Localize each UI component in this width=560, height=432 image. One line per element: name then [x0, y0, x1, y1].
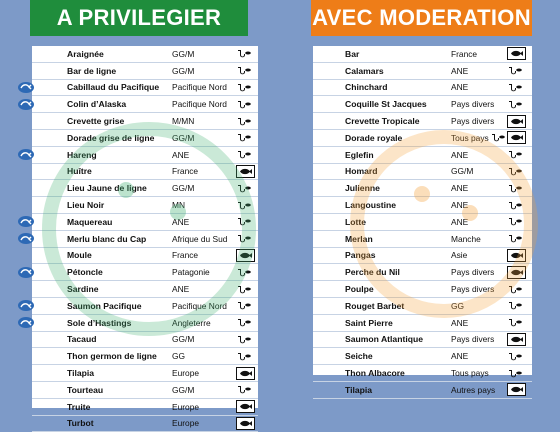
list-item	[32, 298, 258, 315]
fish-name: Chinchard	[345, 82, 388, 93]
farm-icon	[507, 266, 526, 279]
fish-name: Rouget Barbet	[345, 300, 405, 311]
hook-line-icon	[236, 116, 253, 127]
fish-origin: GG/M	[172, 132, 195, 143]
fish-origin: GG/M	[172, 334, 195, 345]
fish-origin: MN	[172, 200, 186, 211]
fish-origin: GG/M	[172, 65, 195, 76]
hook-line-icon	[236, 233, 253, 244]
fish-origin: ANE	[451, 216, 469, 227]
fish-origin: Pays divers	[451, 267, 495, 278]
list-item	[32, 214, 258, 231]
list-item	[313, 382, 532, 399]
hook-line-icon	[236, 183, 253, 194]
list-item	[313, 130, 532, 147]
list-item	[313, 332, 532, 349]
fish-origin: France	[451, 48, 478, 59]
fish-origin: Pays divers	[451, 116, 495, 127]
fish-name: Merlan	[345, 233, 373, 244]
farm-icon	[236, 165, 255, 178]
fish-name: Merlu blanc du Cap	[67, 233, 147, 244]
hook-line-icon	[236, 351, 253, 362]
fish-origin: Afrique du Sud	[172, 233, 228, 244]
msc-label-icon	[18, 82, 34, 93]
hook-line-icon	[236, 82, 253, 93]
fish-origin: ANE	[451, 351, 469, 362]
fish-name: Truite	[67, 401, 91, 412]
list-item	[32, 382, 258, 399]
farm-icon	[507, 333, 526, 346]
list-item	[32, 197, 258, 214]
fish-name: Sardine	[67, 284, 99, 295]
hook-line-icon	[236, 334, 253, 345]
list-item	[313, 46, 532, 63]
list-item	[32, 365, 258, 382]
fish-origin: ANE	[451, 149, 469, 160]
fish-origin: Autres pays	[451, 384, 496, 395]
fish-origin: France	[172, 166, 199, 177]
fish-name: Pétoncle	[67, 267, 103, 278]
fish-origin: Angleterre	[172, 317, 211, 328]
farm-icon	[507, 249, 526, 262]
farm-icon	[507, 115, 526, 128]
list-item	[313, 63, 532, 80]
fish-origin: ANE	[451, 82, 469, 93]
fish-origin: Pays divers	[451, 284, 495, 295]
list-item	[32, 147, 258, 164]
farm-icon	[507, 383, 526, 396]
msc-label-icon	[18, 317, 34, 328]
farm-icon	[236, 367, 255, 380]
fish-origin: Tous pays	[451, 132, 489, 143]
fish-name: Lieu Jaune de ligne	[67, 183, 147, 194]
list-item	[32, 164, 258, 181]
fish-origin: Europe	[172, 418, 200, 429]
fish-name: Seiche	[345, 351, 373, 362]
list-item	[32, 264, 258, 281]
fish-name: Bar de ligne	[67, 65, 117, 76]
fish-name: Maquereau	[67, 216, 113, 227]
msc-label-icon	[18, 233, 34, 244]
msc-label-icon	[18, 300, 34, 311]
list-item	[313, 164, 532, 181]
fish-name: Crevette grise	[67, 116, 125, 127]
list-item	[32, 96, 258, 113]
list-item	[32, 281, 258, 298]
fish-origin: Pacifique Nord	[172, 99, 227, 110]
list-item	[32, 348, 258, 365]
fish-origin: ANE	[172, 284, 190, 295]
hook-line-icon	[236, 48, 253, 59]
list-item	[32, 80, 258, 97]
fish-origin: France	[172, 250, 199, 261]
orange-dot-watermark	[414, 186, 430, 202]
fish-name: Hareng	[67, 149, 97, 160]
fish-name: Calamars	[345, 65, 384, 76]
msc-label-icon	[18, 267, 34, 278]
hook-line-icon	[507, 82, 524, 93]
fish-name: Colin d’Alaska	[67, 99, 127, 110]
fish-origin: ANE	[451, 183, 469, 194]
fish-name: Dorade grise de ligne	[67, 132, 155, 143]
green-dot-watermark	[170, 204, 186, 220]
hook-line-icon	[236, 216, 253, 227]
hook-line-icon	[507, 300, 524, 311]
hook-line-icon	[236, 267, 253, 278]
hook-line-icon	[236, 384, 253, 395]
list-item	[32, 46, 258, 63]
hook-line-icon	[507, 99, 524, 110]
hook-line-icon	[507, 149, 524, 160]
fish-origin: GG/M	[172, 48, 195, 59]
list-item	[313, 147, 532, 164]
fish-origin: Pacifique Nord	[172, 300, 227, 311]
list-item	[32, 332, 258, 349]
fish-name: Dorade royale	[345, 132, 403, 143]
hook-line-icon	[236, 300, 253, 311]
hook-line-icon	[236, 65, 253, 76]
fish-name: Sole d’Hastings	[67, 317, 132, 328]
hook-line-icon	[507, 284, 524, 295]
list-item	[313, 281, 532, 298]
list-item	[313, 348, 532, 365]
list-item	[32, 315, 258, 332]
fish-origin: Europe	[172, 368, 200, 379]
list-item	[32, 130, 258, 147]
fish-name: Homard	[345, 166, 378, 177]
fish-name: Tilapia	[67, 368, 95, 379]
hook-line-icon	[236, 317, 253, 328]
fish-name: Coquille St Jacques	[345, 99, 427, 110]
fish-origin: Asie	[451, 250, 468, 261]
fish-origin: ANE	[451, 200, 469, 211]
fish-origin: ANE	[451, 317, 469, 328]
hook-line-icon	[507, 166, 524, 177]
privilegier-list	[32, 46, 258, 432]
hook-line-icon	[236, 284, 253, 295]
fish-name: Langoustine	[345, 200, 397, 211]
msc-label-icon	[18, 99, 34, 110]
moderation-list	[313, 46, 532, 399]
hook-line-icon	[490, 132, 507, 143]
fish-origin: ANE	[172, 149, 190, 160]
list-item	[313, 96, 532, 113]
fish-name: Moule	[67, 250, 92, 261]
list-item	[313, 231, 532, 248]
fish-origin: Pays divers	[451, 99, 495, 110]
fish-name: Pangas	[345, 250, 376, 261]
farm-icon	[236, 400, 255, 413]
farm-icon	[507, 131, 526, 144]
list-item	[313, 248, 532, 265]
fish-name: Poulpe	[345, 284, 374, 295]
moderation-panel	[313, 46, 532, 395]
hook-line-icon	[507, 200, 524, 211]
farm-icon	[236, 417, 255, 430]
list-item	[313, 264, 532, 281]
hook-line-icon	[236, 200, 253, 211]
fish-name: Lotte	[345, 216, 367, 227]
fish-origin: Tous pays	[451, 368, 489, 379]
fish-origin: Patagonie	[172, 267, 210, 278]
fish-origin: Pacifique Nord	[172, 82, 227, 93]
moderation-header: AVEC MODERATION	[311, 0, 532, 36]
fish-name: Saumon Atlantique	[345, 334, 423, 345]
fish-name: Perche du Nil	[345, 267, 400, 278]
fish-name: Huître	[67, 166, 92, 177]
fish-origin: ANE	[172, 216, 190, 227]
list-item	[32, 248, 258, 265]
hook-line-icon	[236, 132, 253, 143]
fish-name: Saint Pierre	[345, 317, 393, 328]
hook-line-icon	[236, 99, 253, 110]
fish-origin: GG	[451, 300, 465, 311]
fish-name: Bar	[345, 48, 360, 59]
fish-name: Saumon Pacifique	[67, 300, 142, 311]
fish-origin: GG	[172, 351, 186, 362]
hook-line-icon	[507, 183, 524, 194]
privilegier-header: A PRIVILEGIER	[30, 0, 248, 36]
list-item	[32, 231, 258, 248]
green-dot-watermark	[118, 182, 134, 198]
fish-name: Tourteau	[67, 384, 104, 395]
farm-icon	[236, 249, 255, 262]
list-item	[32, 416, 258, 432]
fish-name: Crevette Tropicale	[345, 116, 420, 127]
list-item	[32, 63, 258, 80]
list-item	[313, 214, 532, 231]
hook-line-icon	[507, 233, 524, 244]
fish-origin: M/MN	[172, 116, 195, 127]
list-item	[313, 113, 532, 130]
hook-line-icon	[507, 65, 524, 76]
fish-origin: GG/M	[172, 183, 195, 194]
list-item	[313, 365, 532, 382]
fish-name: Tacaud	[67, 334, 97, 345]
list-item	[313, 80, 532, 97]
hook-line-icon	[236, 149, 253, 160]
msc-label-icon	[18, 149, 34, 160]
fish-origin: GG/M	[451, 166, 474, 177]
list-item	[313, 298, 532, 315]
fish-origin: Manche	[451, 233, 481, 244]
fish-name: Tilapia	[345, 384, 373, 395]
fish-origin: GG/M	[172, 384, 195, 395]
fish-name: Thon germon de ligne	[67, 351, 157, 362]
list-item	[32, 180, 258, 197]
privilegier-panel	[32, 46, 258, 429]
orange-dot-watermark	[462, 205, 478, 221]
fish-name: Eglefin	[345, 149, 374, 160]
fish-name: Thon Albacore	[345, 368, 405, 379]
hook-line-icon	[507, 216, 524, 227]
farm-icon	[507, 47, 526, 60]
fish-origin: Pays divers	[451, 334, 495, 345]
hook-line-icon	[507, 368, 524, 379]
fish-name: Julienne	[345, 183, 380, 194]
fish-name: Turbot	[67, 418, 94, 429]
msc-label-icon	[18, 216, 34, 227]
list-item	[32, 399, 258, 416]
list-item	[32, 113, 258, 130]
fish-origin: ANE	[451, 65, 469, 76]
fish-name: Lieu Noir	[67, 200, 105, 211]
list-item	[313, 315, 532, 332]
hook-line-icon	[507, 317, 524, 328]
fish-name: Araignée	[67, 48, 104, 59]
fish-name: Cabillaud du Pacifique	[67, 82, 160, 93]
fish-origin: Europe	[172, 401, 200, 412]
hook-line-icon	[507, 351, 524, 362]
